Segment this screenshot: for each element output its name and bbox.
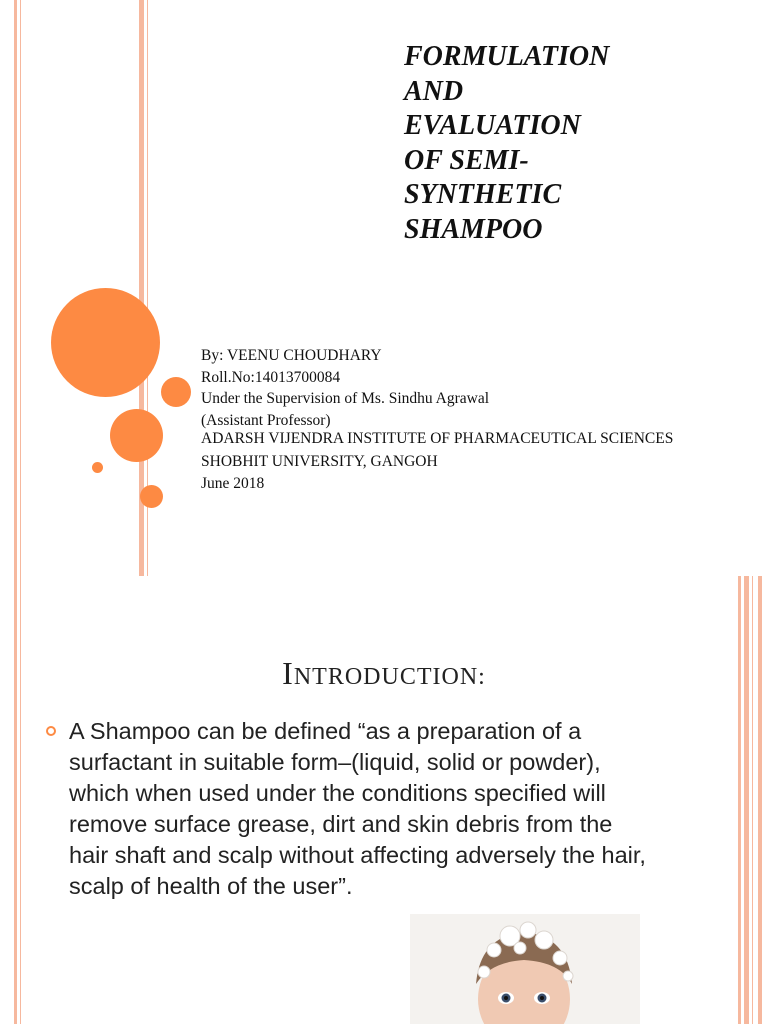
decorative-circle-medium (110, 409, 163, 462)
supervisor-designation: (Assistant Professor) (201, 411, 331, 429)
decorative-line (14, 0, 17, 576)
heading-initial: I (282, 655, 294, 691)
decorative-line (744, 576, 749, 1024)
decorative-circle-small (140, 485, 163, 508)
decorative-circle-small (161, 377, 191, 407)
bullet-item (46, 716, 646, 902)
presentation-title: FORMULATION AND EVALUATION OF SEMI- SYNTHETIC SHAMPOO (404, 41, 610, 245)
decorative-line (20, 0, 21, 576)
decorative-line (20, 576, 21, 1024)
institute-name: ADARSH VIJENDRA INSTITUTE OF PHARMACEUTICAL SCIENCES (201, 430, 674, 447)
author-block (201, 345, 721, 494)
supervisor: Under the Supervision of Ms. Sindhu Agrawal (201, 390, 490, 407)
heading-rest: NTRODUCTION: (293, 664, 486, 690)
roll-number: Roll.No:14013700084 (201, 368, 341, 386)
baby-with-shampoo-foam-photo (410, 914, 640, 1024)
slide-heading (0, 655, 768, 692)
university-name: SHOBHIT UNIVERSITY, GANGOH (201, 453, 438, 470)
decorative-circle-tiny (92, 462, 103, 473)
decorative-circle-large (51, 288, 160, 397)
decorative-line (752, 576, 753, 1024)
baby-photo-icon (410, 914, 640, 1024)
decorative-line (14, 576, 17, 1024)
author-name: By: VEENU CHOUDHARY (201, 347, 382, 364)
decorative-line (738, 576, 741, 1024)
circle-bullet-icon (46, 726, 56, 736)
presentation-date: June 2018 (201, 474, 265, 492)
bullet-text: A Shampoo can be defined “as a preparation of a surfactant in suitable form–(liquid, solid or powder), which when used under the conditions specified will remove surface grease, dirt and skin debris from the hair shaft and scalp without affecting adversely the hair, scalp of health of the user”. (69, 718, 646, 899)
decorative-line (758, 576, 762, 1024)
